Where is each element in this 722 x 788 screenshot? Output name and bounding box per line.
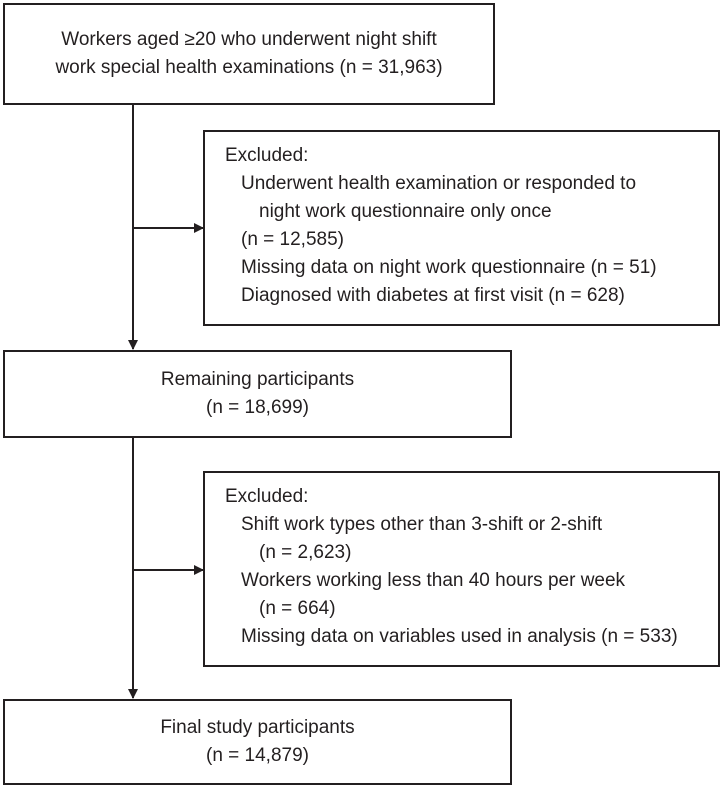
- excluded-1-heading: Excluded:: [225, 145, 309, 166]
- box-initial-workers: [3, 3, 495, 105]
- excluded-1-item-3: Diagnosed with diabetes at first visit (n = 628): [241, 285, 625, 306]
- final-participants-count: (n = 14,879): [206, 745, 309, 766]
- excluded-1-item-1-line-2: night work questionnaire only once: [259, 201, 552, 222]
- excluded-2-item-1-line-2: (n = 2,623): [259, 542, 352, 563]
- initial-workers-line-1: Workers aged ≥20 who underwent night shift: [61, 29, 437, 50]
- excluded-2-item-2-line-1: Workers working less than 40 hours per week: [241, 570, 626, 591]
- initial-workers-line-2: work special health examinations (n = 31,963): [55, 57, 443, 78]
- excluded-1-item-2: Missing data on night work questionnaire (n = 51): [241, 257, 657, 278]
- excluded-2-item-3: Missing data on variables used in analysis (n = 533): [241, 626, 678, 647]
- excluded-2-item-1-line-1: Shift work types other than 3-shift or 2-shift: [241, 514, 603, 535]
- remaining-participants-label: Remaining participants: [160, 369, 355, 390]
- excluded-2-heading: Excluded:: [225, 486, 309, 507]
- excluded-1-item-1-line-1: Underwent health examination or responded to: [241, 173, 637, 194]
- box-excluded-1: [203, 130, 720, 326]
- box-excluded-2: [203, 471, 720, 667]
- excluded-1-item-1-line-3: (n = 12,585): [241, 229, 344, 250]
- final-participants-label: Final study participants: [160, 717, 355, 738]
- excluded-2-item-2-line-2: (n = 664): [259, 598, 336, 619]
- remaining-participants-count: (n = 18,699): [206, 397, 309, 418]
- box-final-participants: [3, 699, 512, 785]
- box-remaining-participants: [3, 350, 512, 438]
